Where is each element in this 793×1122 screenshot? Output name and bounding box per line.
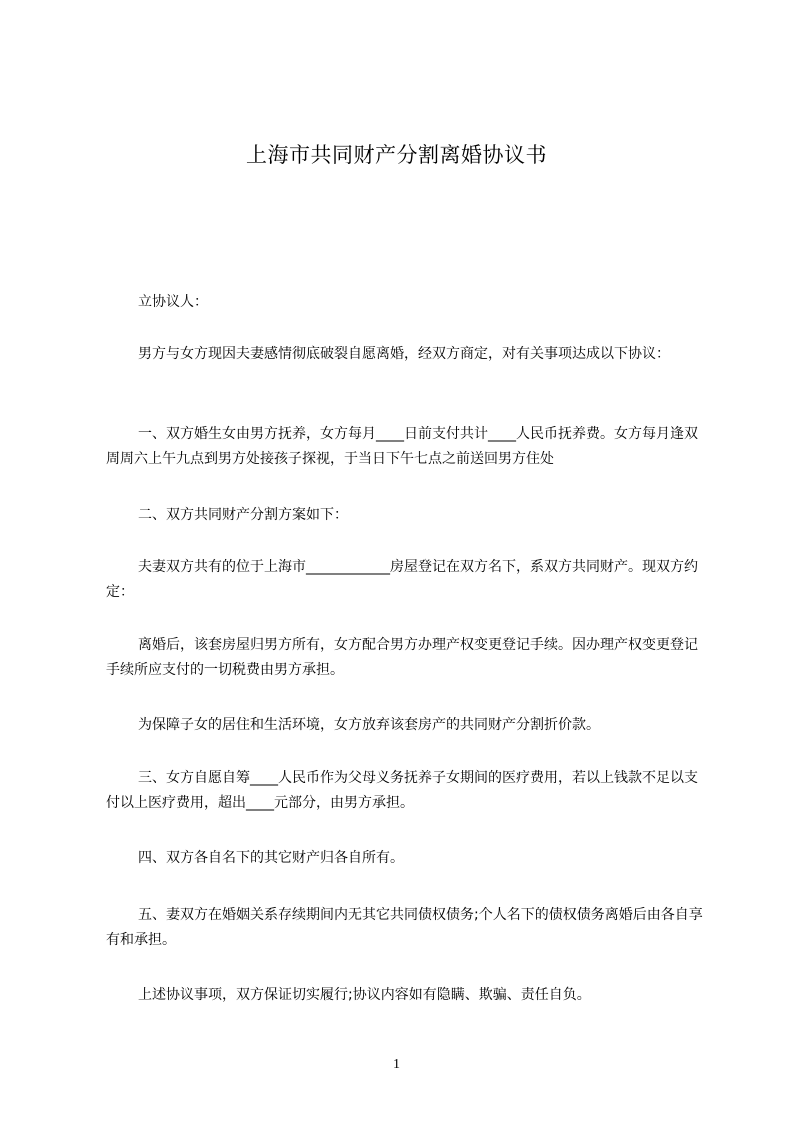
paragraph-property-heading: 二、双方共同财产分割方案如下： [138,507,348,523]
paragraph-debts: 五、妻双方在婚姻关系存续期间内无其它共同债权债务;个人名下的债权债务离婚后由各自享有和承担。 [106,907,703,948]
paragraph-child-custody: 一、双方婚生女由男方抚养，女方每月____日前支付共计____人民币抚养费。女方每月逢双周周六上午九点到男方处接孩子探视，于当日下午七点之前送回男方住处 [106,426,698,467]
paragraph-intro: 男方与女方现因夫妻感情彻底破裂自愿离婚，经双方商定，对有关事项达成以下协议： [138,346,670,362]
page-number: 1 [393,1057,400,1072]
paragraph-parties: 立协议人： [138,294,208,310]
paragraph-compensation-waiver: 为保障子女的居住和生活环境，女方放弃该套房产的共同财产分割折价款。 [138,717,600,733]
paragraph-guarantee: 上述协议事项，双方保证切实履行;协议内容如有隐瞒、欺骗、责任自负。 [138,987,591,1003]
document-title: 上海市共同财产分割离婚协议书 [246,143,547,167]
paragraph-medical-fees: 三、女方自愿自筹____人民币作为父母义务抚养子女期间的医疗费用，若以上钱款不足以支付以上医疗费用，超出____元部分，由男方承担。 [106,770,698,811]
paragraph-house-location: 夫妻双方共有的位于上海市____________房屋登记在双方名下，系双方共同财产。现双方约定： [106,559,698,600]
paragraph-other-property: 四、双方各自名下的其它财产归各自所有。 [138,850,404,866]
paragraph-house-ownership: 离婚后，该套房屋归男方所有，女方配合男方办理产权变更登记手续。因办理产权变更登记手续所应支付的一切税费由男方承担。 [106,637,698,678]
